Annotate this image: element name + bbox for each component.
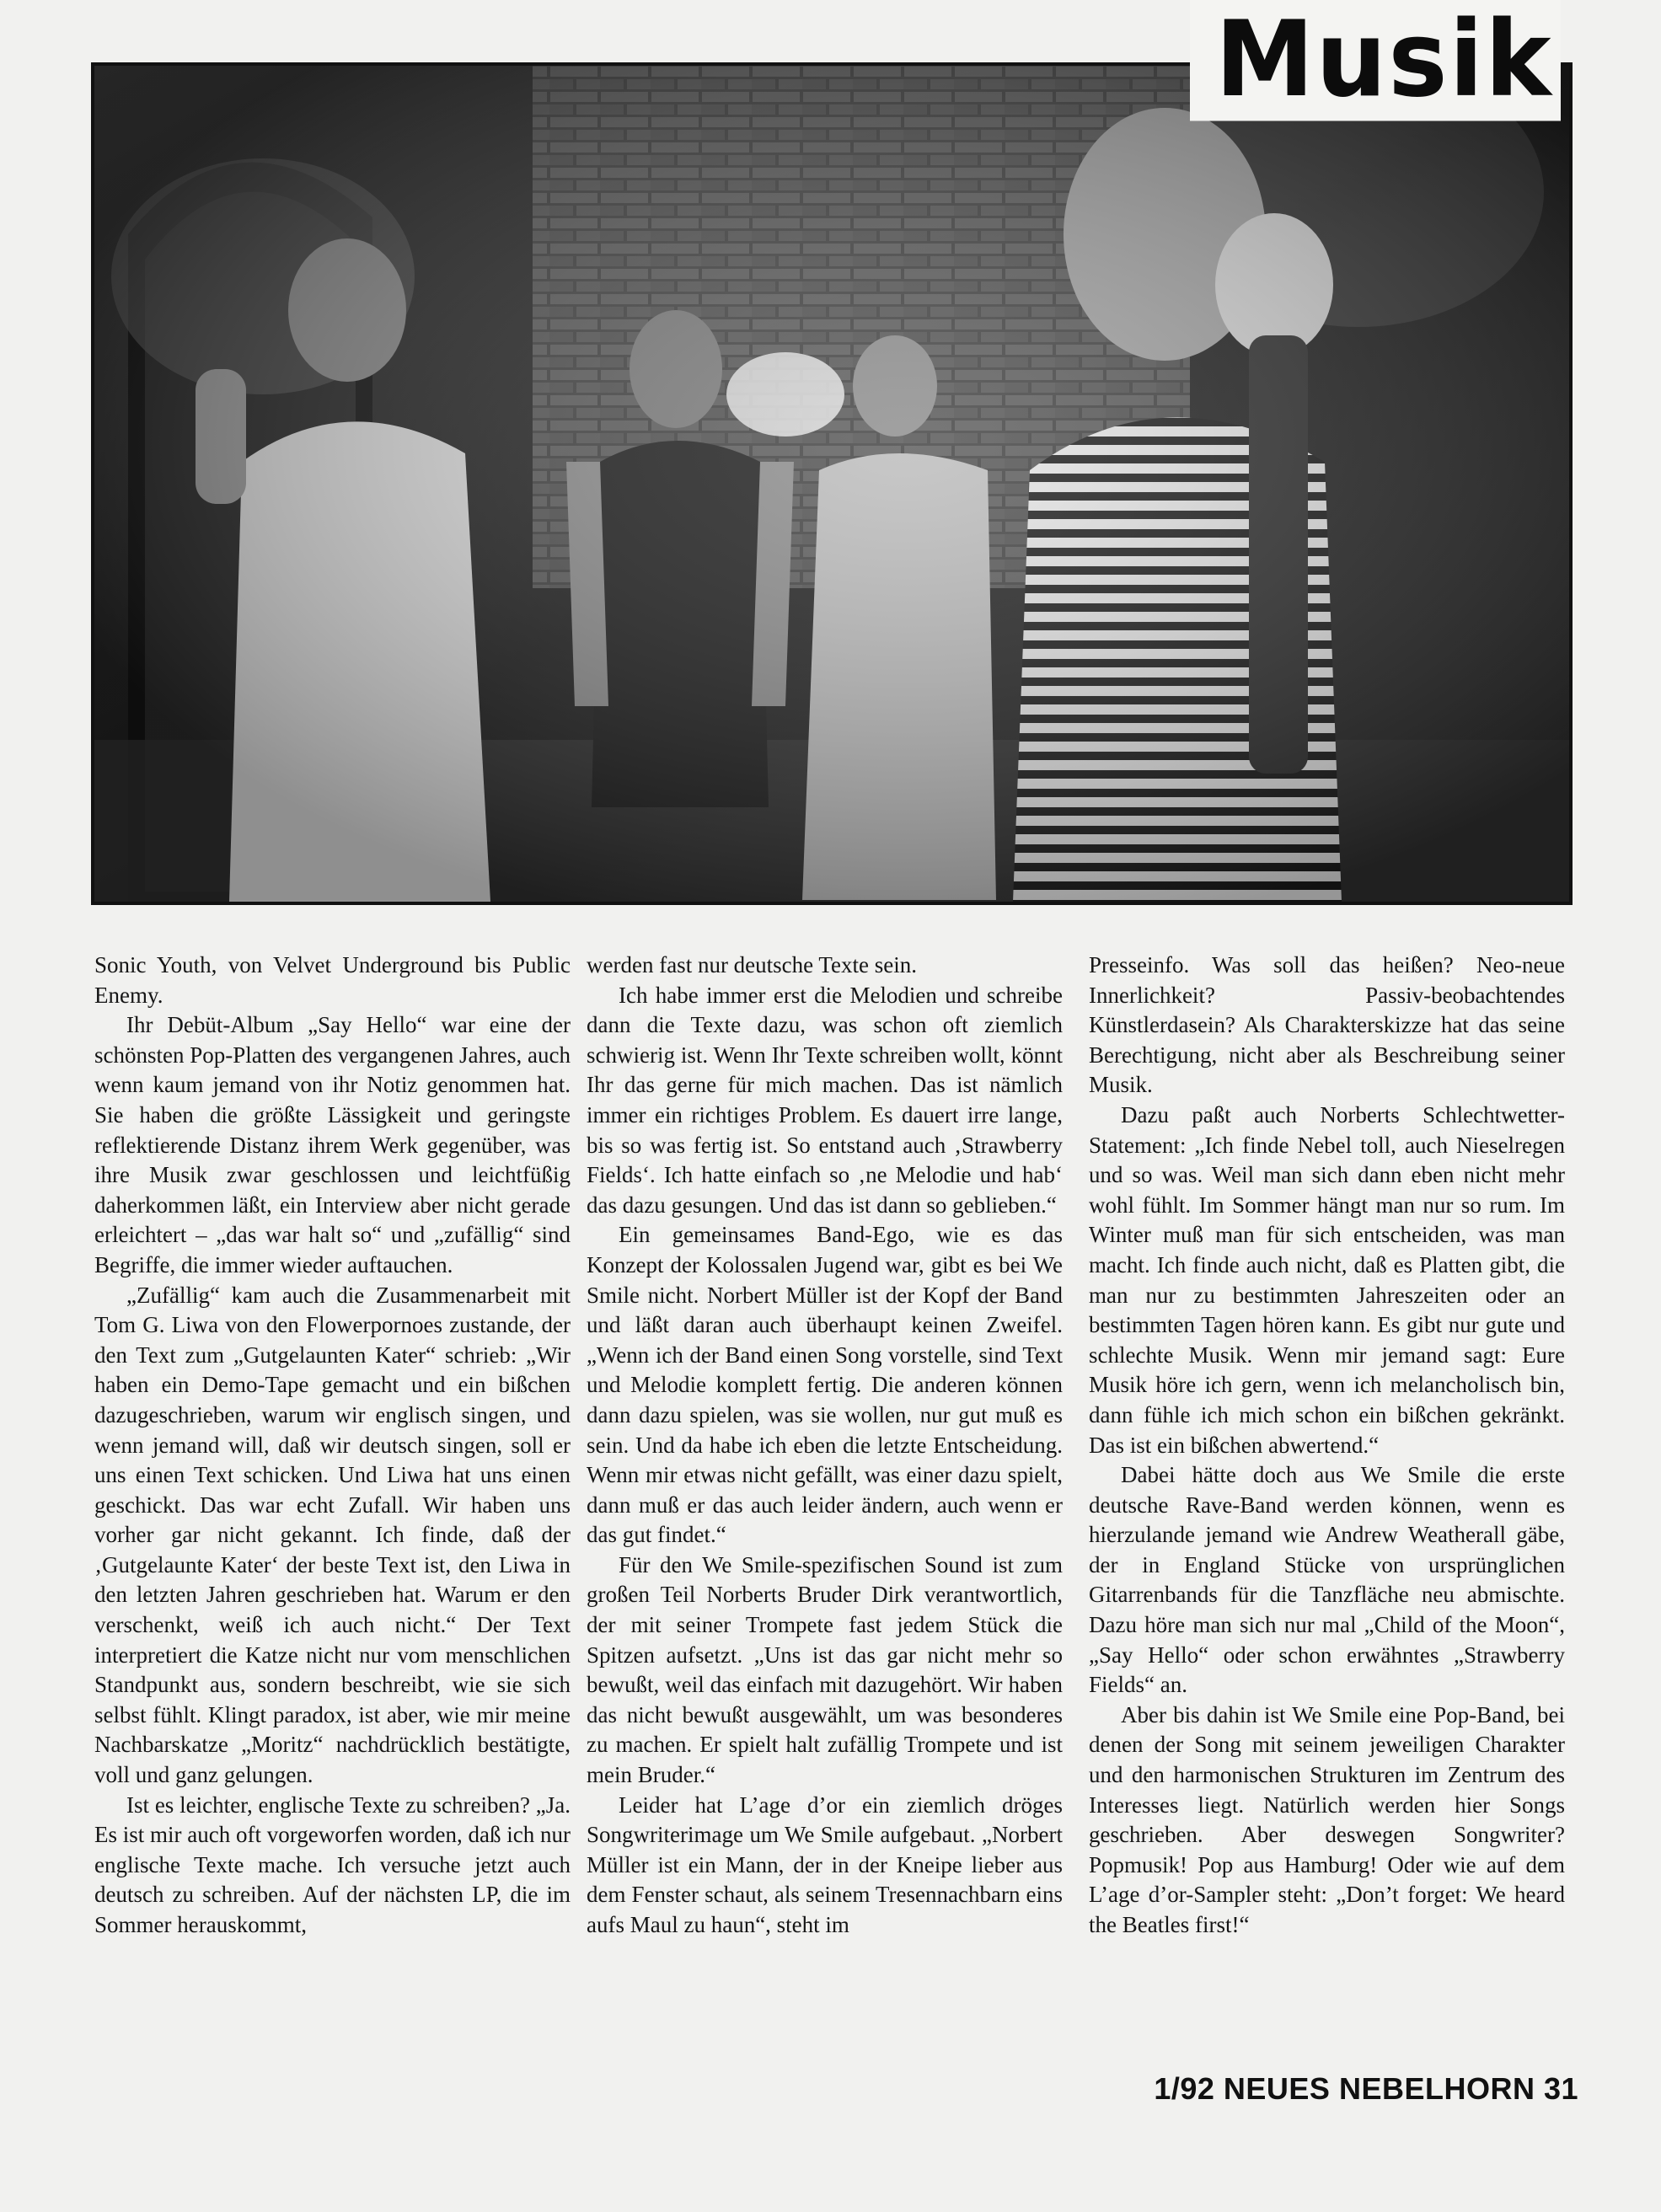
page-footer: 1/92 NEUES NEBELHORN 31 bbox=[1154, 2071, 1578, 2106]
paragraph: Ein gemeinsames Band-Ego, wie es das Konzept der Kolossalen Jugend war, gibt es bei We Smile nicht. Norbert Müller ist der Kopf der Band und läßt daran auch überhaupt keinen Zweifel. „Wenn ich der Band einen Song vorstelle, sind Text und Melodie komplett fertig. Die anderen können dann dazu spielen, was sie wollen, nur gut muß es sein. Und da habe ich eben die letzte Entscheidung. Wenn mir etwas nicht gefällt, was einer dazu spielt, dann muß er das auch leider ändern, auch wenn er das gut findet.“ bbox=[587, 1222, 1063, 1548]
paragraph: Ihr Debüt-Album „Say Hello“ war eine der schönsten Pop-Platten des vergangenen Jahres, auch wenn kaum jemand von ihr Notiz genommen hat. Sie haben die größte Lässigkeit und geringste reflektierende Distanz ihrem Werk gegenüber, was ihre Musik zwar geschlossen und leichtfüßig daherkommen läßt, ein Interview aber nicht gerade erleichtert – „das war halt so“ und „zufällig“ sind Begriffe, die immer wieder auftauchen. bbox=[94, 1012, 571, 1277]
paragraph: Dabei hätte doch aus We Smile die erste deutsche Rave-Band werden können, wenn es hierzulande jemand wie Andrew Weatherall gäbe, der in England Stücke von ursprünglichen Gitarrenbands für die Tanzfläche neu abmischte. Dazu höre man sich nur mal „Child of the Moon“, „Say Hello“ oder schon erwähntes „Strawberry Fields“ an. bbox=[1089, 1462, 1565, 1698]
paragraph: Ist es leichter, englische Texte zu schreiben? „Ja. Es ist mir auch oft vorgeworfen worden, daß ich nur englische Texte mache. Ich versuche jetzt auch deutsch zu schreiben. Auf der nächsten LP, die im Sommer herauskommt, bbox=[94, 1792, 571, 1937]
paragraph: Leider hat L’age d’or ein ziemlich dröges Songwriterimage um We Smile aufgebaut. „Norbert Müller ist ein Mann, der in der Kneipe lieber aus dem Fenster schaut, als seinem Tresennachbarn eins aufs Maul zu haun“, steht im bbox=[587, 1792, 1063, 1937]
paragraph: werden fast nur deutsche Texte sein. bbox=[587, 952, 917, 977]
section-title: Musik bbox=[1190, 0, 1561, 121]
paragraph: Presseinfo. Was soll das heißen? Neo-neue Innerlichkeit? Passiv-beobachtendes Künstlerdasein? Als Charakterskizze hat das seine Berechtigung, nicht aber als Beschreibung seiner Musik. bbox=[1089, 952, 1565, 1098]
article-column-2 bbox=[587, 951, 1063, 1941]
paragraph: Für den We Smile-spezifischen Sound ist zum großen Teil Norberts Bruder Dirk verantwortlich, der mit seiner Trompete fast jedem Stück die Spitzen aufsetzt. „Uns ist das gar nicht mehr so bewußt, weil das einfach mit dazugehört. Wir haben das nicht bewußt ausgewählt, um was besonderes zu machen. Er spielt halt zufällig Trompete und ist mein Bruder.“ bbox=[587, 1551, 1063, 1788]
paragraph: Dazu paßt auch Norberts Schlechtwetter-Statement: „Ich finde Nebel toll, auch Nieselregen und so was. Weil man sich dann eben nicht mehr wohl fühlt. Im Sommer hängt man nur so rum. Im Winter muß man für sich entscheiden, was man macht. Ich finde auch nicht, daß es Platten gibt, die man nur zu bestimmten Jahreszeiten oder an bestimmten Tagen hören kann. Es gibt nur gute und schlechte Musik. Wenn mir jemand sagt: Eure Musik höre ich gern, wenn ich melancholisch bin, dann fühle ich mich schon ein bißchen gekränkt. Das ist ein bißchen abwertend.“ bbox=[1089, 1101, 1565, 1458]
article-column-3 bbox=[1089, 951, 1565, 1941]
band-photo bbox=[91, 62, 1573, 905]
paragraph: „Zufällig“ kam auch die Zusammenarbeit mit Tom G. Liwa von den Flowerpornoes zustande, der den Text zum „Gutgelaunten Kater“ schrieb: „Wir haben ein Demo-Tape gemacht und ein bißchen dazugeschrieben, warum wir englisch singen, und wenn jemand will, daß wir deutsch singen, soll er uns einen Text schicken. Und Liwa hat uns einen geschickt. Das war echt Zufall. Wir haben uns vorher gar nicht gekannt. Ich finde, daß der ‚Gutgelaunte Kater‘ der beste Text ist, den Liwa in den letzten Jahren geschrieben hat. Warum er den verschenkt, weiß ich auch nicht.“ Der Text interpretiert die Katze nicht nur vom menschlichen Standpunkt aus, sondern beschreibt, wie sie sich selbst fühlt. Klingt paradox, ist aber, wie mir meine Nachbarskatze „Moritz“ nachdrücklich bestätigte, voll und ganz gelungen. bbox=[94, 1282, 571, 1788]
paragraph: Sonic Youth, von Velvet Underground bis Public Enemy. bbox=[94, 952, 571, 1008]
paragraph: Aber bis dahin ist We Smile eine Pop-Band, bei denen der Song mit seinem jeweiligen Charakter und den harmonischen Strukturen im Zentrum des Interesses liegt. Natürlich werden hier Songs geschrieben. Aber deswegen Songwriter? Popmusik! Pop aus Hamburg! Oder wie auf dem L’age d’or-Sampler steht: „Don’t forget: We heard the Beatles first!“ bbox=[1089, 1701, 1565, 1937]
paragraph: Ich habe immer erst die Melodien und schreibe dann die Texte dazu, was schon oft ziemlich schwierig ist. Wenn Ihr Texte schreiben wollt, könnt Ihr das gerne für mich machen. Das ist nämlich immer ein richtiges Problem. Es dauert irre lange, bis so was fertig ist. So entstand auch ‚Strawberry Fields‘. Ich hatte einfach so ‚ne Melodie und hab‘ das dazu gesungen. Und das ist dann so geblieben.“ bbox=[587, 982, 1063, 1218]
article-column-1 bbox=[94, 951, 571, 1941]
